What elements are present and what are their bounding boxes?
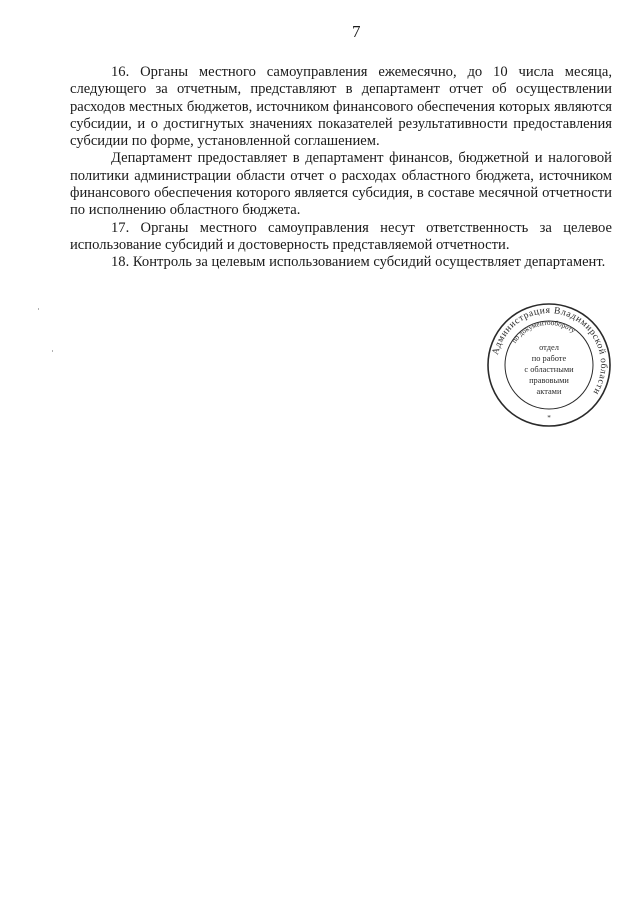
- scan-artifact: [52, 350, 53, 352]
- official-seal: [486, 302, 612, 428]
- seal-outer-text-path: Администрация Владимирской области: [490, 304, 610, 397]
- seal-center-line-1: отдел: [539, 343, 559, 352]
- document-body: [70, 64, 612, 272]
- seal-center-line-2: по работе: [531, 354, 567, 363]
- seal-center-line-5: актами: [536, 387, 562, 396]
- paragraph-16: 16. Органы местного самоуправления ежемесячно, до 10 числа месяца, следующего за отчетным, представляют в департамент отчет об осуществлении расходов местных бюджетов, источником финансового обеспечения которых являются субсидии, и о достигнутых значениях показателей результативности предоставления субсидии по форме, установленной соглашением.: [70, 64, 612, 150]
- paragraph-17: 17. Органы местного самоуправления несут ответственность за целевое использование субсидий и достоверность представляемой отчетности.: [70, 219, 612, 253]
- seal-star-icon: *: [547, 414, 551, 422]
- seal-center-line-4: правовыми: [529, 376, 569, 385]
- paragraph-16-department-report: Департамент предоставляет в департамент финансов, бюджетной и налоговой политики администрации области отчет о расходах областного бюджета, источником финансового обеспечения которого является субсидия, в составе месячной отчетности по исполнению областного бюджета.: [70, 150, 612, 219]
- seal-inner-text-path: по документообороту: [510, 318, 577, 345]
- seal-center-line-3: с областными: [524, 365, 574, 374]
- page-number: 7: [352, 22, 361, 41]
- scan-artifact: [38, 308, 39, 310]
- seal-graphic: [486, 302, 612, 428]
- paragraph-18: 18. Контроль за целевым использованием субсидий осуществляет департамент.: [111, 254, 606, 271]
